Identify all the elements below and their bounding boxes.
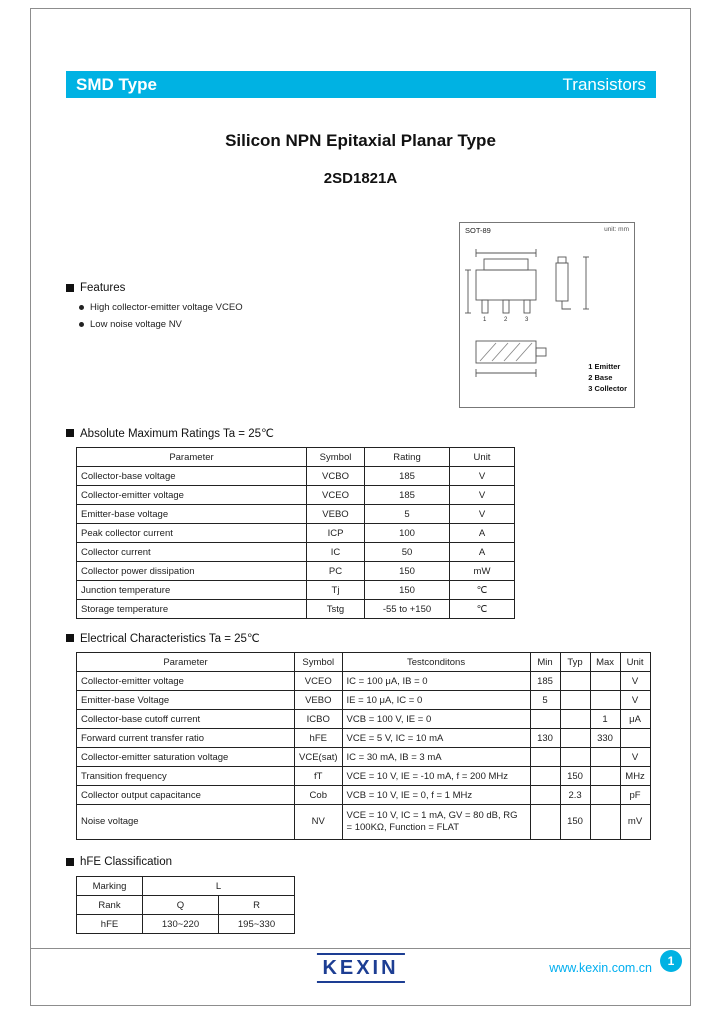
abs-max-table: [76, 447, 515, 619]
header-left-label: SMD Type: [76, 74, 157, 94]
section-marker-icon: [66, 429, 74, 437]
table-cell: hFE: [77, 915, 143, 934]
table-header-row: [77, 653, 651, 672]
table-cell: Marking: [77, 877, 143, 896]
table-cell: Collector power dissipation: [77, 562, 307, 581]
pin-legend-item: 1 Emitter: [588, 362, 621, 371]
table-cell: 1: [590, 710, 620, 729]
table-cell: 2.3: [560, 786, 590, 805]
column-header: Unit: [450, 448, 515, 467]
table-cell: Tj: [307, 581, 365, 600]
footer-divider: [31, 948, 690, 949]
pin-legend-item: 3 Collector: [588, 384, 627, 393]
table-cell: mV: [620, 805, 650, 840]
table-cell: VCEO: [307, 486, 365, 505]
table-cell: -55 to +150: [365, 600, 450, 619]
package-outline-box: [459, 222, 635, 408]
table-cell: [590, 672, 620, 691]
table-cell: MHz: [620, 767, 650, 786]
table-cell: VCB = 10 V, IE = 0, f = 1 MHz: [342, 786, 530, 805]
table-cell: [560, 691, 590, 710]
column-header: Symbol: [307, 448, 365, 467]
table-cell: VCEO: [295, 672, 343, 691]
table-cell: V: [450, 467, 515, 486]
table-cell: NV: [295, 805, 343, 840]
table-cell: R: [219, 896, 295, 915]
table-cell: L: [143, 877, 295, 896]
table-row: [77, 786, 651, 805]
table-cell: Peak collector current: [77, 524, 307, 543]
column-header: Min: [530, 653, 560, 672]
table-cell: 130~220: [143, 915, 219, 934]
table-row: [77, 691, 651, 710]
table-cell: [560, 729, 590, 748]
table-cell: [560, 672, 590, 691]
hfe-class-table: [76, 876, 295, 934]
table-cell: VEBO: [307, 505, 365, 524]
page-number-badge: 1: [660, 950, 682, 972]
table-cell: 150: [365, 581, 450, 600]
brand-logo: KEXIN: [316, 953, 404, 983]
table-row: [77, 505, 515, 524]
table-cell: V: [450, 505, 515, 524]
table-cell: ICP: [307, 524, 365, 543]
table-cell: [530, 786, 560, 805]
table-cell: [530, 767, 560, 786]
table-cell: 185: [530, 672, 560, 691]
table-cell: Transition frequency: [77, 767, 295, 786]
table-cell: [530, 748, 560, 767]
table-cell: 195~330: [219, 915, 295, 934]
part-number: 2SD1821A: [323, 170, 398, 187]
table-cell: Collector output capacitance: [77, 786, 295, 805]
table-cell: IC = 100 μA, IB = 0: [342, 672, 530, 691]
features-heading-label: Features: [80, 282, 126, 294]
table-cell: [530, 710, 560, 729]
table-cell: Emitter-base voltage: [77, 505, 307, 524]
table-cell: Emitter-base Voltage: [77, 691, 295, 710]
feature-item: [79, 319, 182, 330]
table-cell: VCE = 5 V, IC = 10 mA: [342, 729, 530, 748]
section-marker-icon: [66, 858, 74, 866]
bullet-icon: [79, 305, 84, 310]
table-cell: 100: [365, 524, 450, 543]
table-cell: [560, 748, 590, 767]
table-cell: mW: [450, 562, 515, 581]
table-row: [77, 581, 515, 600]
table-row: [77, 524, 515, 543]
hfe-class-heading: [66, 856, 172, 868]
table-row: [77, 562, 515, 581]
table-cell: VCE = 10 V, IC = 1 mA, GV = 80 dB, RG = 100KΩ, Function = FLAT: [342, 805, 530, 840]
elec-char-table: [76, 652, 651, 840]
feature-text: High collector-emitter voltage VCEO: [90, 302, 243, 313]
table-cell: Collector current: [77, 543, 307, 562]
column-header: Unit: [620, 653, 650, 672]
table-cell: Q: [143, 896, 219, 915]
table-cell: Rank: [77, 896, 143, 915]
table-row: [77, 767, 651, 786]
table-row: [77, 915, 295, 934]
page-title: Silicon NPN Epitaxial Planar Type: [225, 131, 496, 150]
table-cell: 150: [365, 562, 450, 581]
feature-text: Low noise voltage NV: [90, 319, 182, 330]
table-cell: VCBO: [307, 467, 365, 486]
table-row: [77, 877, 295, 896]
table-cell: ℃: [450, 581, 515, 600]
table-cell: fT: [295, 767, 343, 786]
package-unit-note: unit: mm: [604, 226, 629, 233]
column-header: Parameter: [77, 448, 307, 467]
table-cell: V: [620, 748, 650, 767]
pin-legend-item: 2 Base: [588, 373, 613, 382]
table-row: [77, 467, 515, 486]
table-cell: [590, 691, 620, 710]
table-cell: [530, 805, 560, 840]
table-cell: hFE: [295, 729, 343, 748]
abs-max-heading: [66, 426, 274, 440]
table-cell: [590, 748, 620, 767]
table-cell: 150: [560, 767, 590, 786]
table-cell: pF: [620, 786, 650, 805]
table-cell: Cob: [295, 786, 343, 805]
table-cell: V: [450, 486, 515, 505]
website-link[interactable]: www.kexin.com.cn: [549, 961, 652, 975]
table-cell: Storage temperature: [77, 600, 307, 619]
table-cell: IC = 30 mA, IB = 3 mA: [342, 748, 530, 767]
table-cell: Collector-base voltage: [77, 467, 307, 486]
table-row: [77, 729, 651, 748]
column-header: Typ: [560, 653, 590, 672]
table-cell: 5: [530, 691, 560, 710]
table-cell: V: [620, 691, 650, 710]
table-cell: ℃: [450, 600, 515, 619]
table-cell: [590, 767, 620, 786]
table-row: [77, 748, 651, 767]
table-cell: [620, 729, 650, 748]
hfe-class-heading-label: hFE Classification: [80, 856, 173, 868]
table-cell: ICBO: [295, 710, 343, 729]
table-row: [77, 543, 515, 562]
table-cell: IC: [307, 543, 365, 562]
column-header: Parameter: [77, 653, 295, 672]
bullet-icon: [79, 322, 84, 327]
elec-char-heading-label: Electrical Characteristics Ta = 25℃: [80, 633, 260, 645]
pin-number-label: 3: [525, 317, 529, 323]
pin-number-label: 1: [483, 317, 487, 323]
table-cell: 330: [590, 729, 620, 748]
section-marker-icon: [66, 634, 74, 642]
table-cell: 5: [365, 505, 450, 524]
table-cell: Junction temperature: [77, 581, 307, 600]
column-header: Max: [590, 653, 620, 672]
table-cell: [560, 710, 590, 729]
table-cell: Forward current transfer ratio: [77, 729, 295, 748]
pin-number-label: 2: [504, 317, 508, 323]
header-bar: [66, 71, 656, 98]
table-cell: Noise voltage: [77, 805, 295, 840]
table-cell: 185: [365, 486, 450, 505]
table-cell: [590, 805, 620, 840]
table-cell: VCB = 100 V, IE = 0: [342, 710, 530, 729]
header-right-label: Transistors: [562, 74, 646, 94]
table-cell: 130: [530, 729, 560, 748]
table-row: [77, 600, 515, 619]
table-row: [77, 896, 295, 915]
table-cell: A: [450, 543, 515, 562]
section-marker-icon: [66, 284, 74, 292]
table-cell: Collector-emitter voltage: [77, 672, 295, 691]
elec-char-heading: [66, 631, 260, 645]
table-cell: A: [450, 524, 515, 543]
table-cell: IE = 10 μA, IC = 0: [342, 691, 530, 710]
table-cell: VEBO: [295, 691, 343, 710]
table-cell: 185: [365, 467, 450, 486]
table-cell: 50: [365, 543, 450, 562]
table-cell: 150: [560, 805, 590, 840]
table-cell: Collector-emitter voltage: [77, 486, 307, 505]
features-heading: [66, 282, 125, 294]
package-name: SOT-89: [465, 226, 491, 235]
table-cell: Tstg: [307, 600, 365, 619]
column-header: Rating: [365, 448, 450, 467]
table-cell: VCE = 10 V, IE = -10 mA, f = 200 MHz: [342, 767, 530, 786]
feature-item: [79, 302, 243, 313]
table-header-row: [77, 448, 515, 467]
table-cell: Collector-base cutoff current: [77, 710, 295, 729]
column-header: Testconditons: [342, 653, 530, 672]
table-row: [77, 486, 515, 505]
abs-max-heading-label: Absolute Maximum Ratings Ta = 25℃: [80, 428, 274, 440]
table-row: [77, 710, 651, 729]
table-cell: [590, 786, 620, 805]
table-cell: V: [620, 672, 650, 691]
table-cell: μA: [620, 710, 650, 729]
table-cell: PC: [307, 562, 365, 581]
column-header: Symbol: [295, 653, 343, 672]
table-row: [77, 805, 651, 840]
page-frame: [30, 8, 691, 1006]
table-cell: VCE(sat): [295, 748, 343, 767]
pin-legend: [588, 361, 627, 394]
table-cell: Collector-emitter saturation voltage: [77, 748, 295, 767]
table-row: [77, 672, 651, 691]
